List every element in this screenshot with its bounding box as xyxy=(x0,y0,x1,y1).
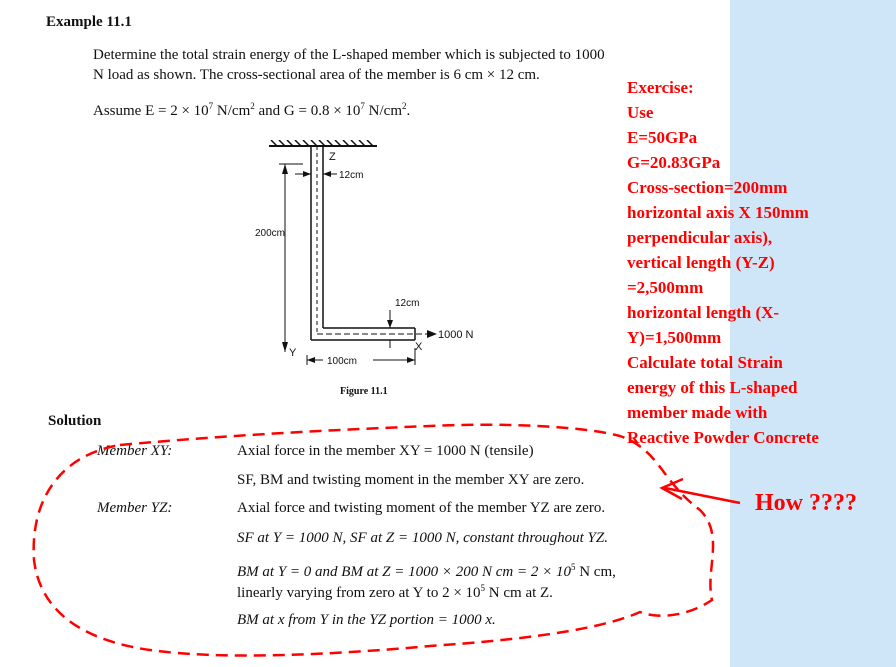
exercise-line: energy of this L-shaped xyxy=(627,378,798,397)
label-load: 1000 N xyxy=(438,329,474,341)
xy-line-2: SF, BM and twisting moment in the member XY are zero. xyxy=(237,472,585,488)
exercise-line: vertical length (Y-Z) xyxy=(627,253,775,272)
yz-line-3: BM at Y = 0 and BM at Z = 1000 × 200 N cm = $2 \times 10^5$ N cm, xyxy=(237,562,616,580)
label-x: X xyxy=(415,341,423,353)
exercise-line: Calculate total Strain xyxy=(627,353,783,372)
problem-line-1: Determine the total strain energy of the L-shaped member which is subjected to 1000 xyxy=(93,47,605,63)
example-heading: Example 11.1 xyxy=(46,14,132,30)
member-yz-label: Member YZ: xyxy=(97,500,173,516)
label-12cm-side: 12cm xyxy=(395,298,420,309)
exercise-line: Exercise: xyxy=(627,78,694,97)
figure-caption: Figure 11.1 xyxy=(340,386,388,397)
exercise-line: perpendicular axis), xyxy=(627,228,773,247)
exercise-line: Use xyxy=(627,103,654,122)
problem-line-2: N load as shown. The cross-sectional area of the member is 6 cm × 12 cm. xyxy=(93,67,540,83)
yz-line-1: Axial force and twisting moment of the member YZ are zero. xyxy=(237,500,606,516)
exercise-line: horizontal axis X 150mm xyxy=(627,203,809,222)
exercise-line: horizontal length (X- xyxy=(627,303,780,322)
how-question: How ???? xyxy=(755,490,857,516)
exercise-line: =2,500mm xyxy=(627,278,704,297)
yz-line-5: BM at x from Y in the YZ portion = 1000 x. xyxy=(237,612,496,628)
label-12cm-top: 12cm xyxy=(339,170,364,181)
yz-line-2: SF at Y = 1000 N, SF at Z = 1000 N, constant throughout YZ. xyxy=(237,530,608,546)
label-z: Z xyxy=(329,151,336,163)
solution-heading: Solution xyxy=(48,413,102,429)
exercise-line: Reactive Powder Concrete xyxy=(627,428,819,447)
label-200cm: 200cm xyxy=(255,228,286,239)
exercise-line: G=20.83GPa xyxy=(627,153,721,172)
label-y: Y xyxy=(289,347,297,359)
xy-line-1: Axial force in the member XY = 1000 N (tensile) xyxy=(237,443,534,459)
assume-line: Assume $E = 2 \times 10^7$ $N/cm^2$ and $G = 0.8 \times 10^7$ $N/cm^2$. xyxy=(93,101,411,119)
yz-line-4: linearly varying from zero at Y to $2 \times 10^5$ N cm at Z. xyxy=(237,583,553,601)
exercise-line: Y)=1,500mm xyxy=(627,328,722,347)
exercise-line: Cross-section=200mm xyxy=(627,178,788,197)
exercise-line: member made with xyxy=(627,403,768,422)
label-100cm: 100cm xyxy=(327,356,358,367)
member-xy-label: Member XY: xyxy=(97,443,173,459)
exercise-line: E=50GPa xyxy=(627,128,698,147)
